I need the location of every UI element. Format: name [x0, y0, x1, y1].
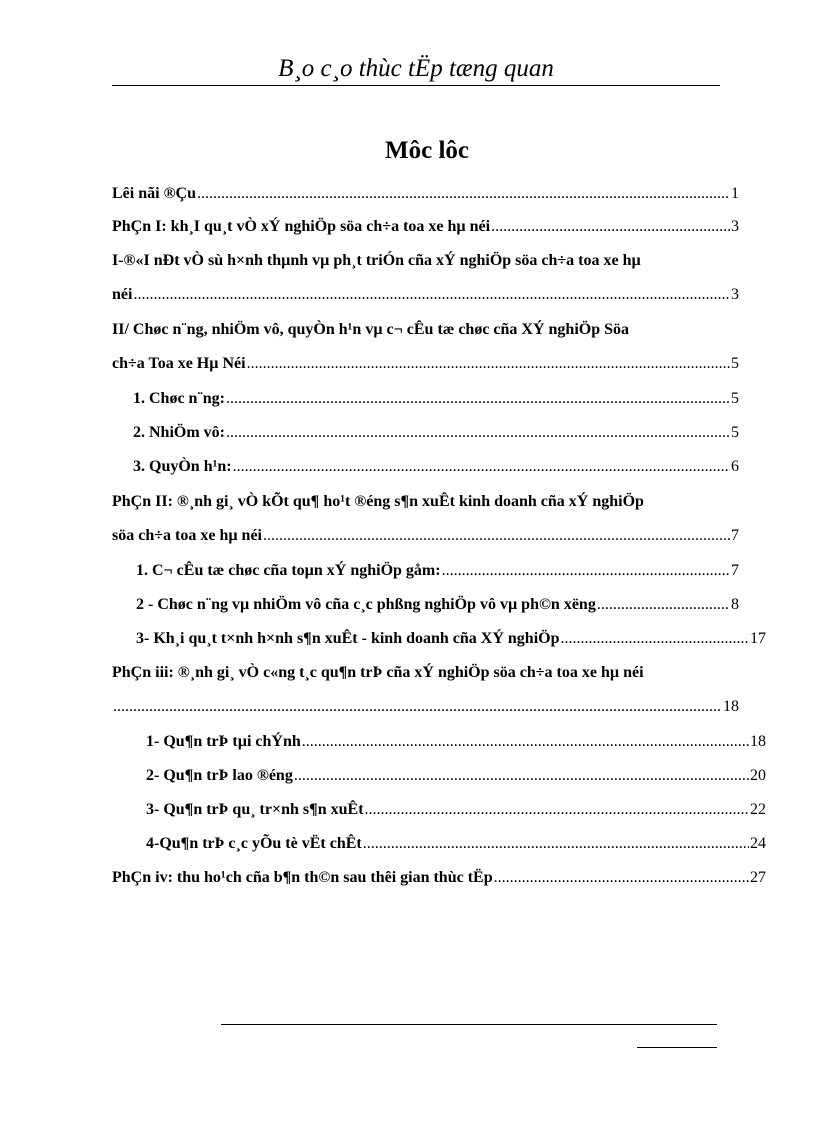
toc-entry-text: II/ Chøc n¨ng, nhiÖm vô, quyÒn h¹n vµ c¬ cÊu tæ chøc cña XÝ nghiÖp Söa: [112, 321, 630, 338]
toc-entry-text: PhÇn I: kh¸I qu¸t vÒ xÝ nghiÖp söa ch÷a toa xe hµ néi: [112, 218, 491, 235]
toc-entry[interactable]: [112, 281, 739, 309]
dot-leader: [294, 762, 749, 790]
toc-entry[interactable]: [112, 522, 739, 550]
toc-entry-page: 8: [731, 596, 739, 613]
toc-entry[interactable]: [112, 247, 739, 275]
dot-leader: [226, 385, 730, 413]
header-rule: [112, 85, 720, 86]
toc-entry-page: 5: [731, 424, 739, 441]
toc-entry-page: 5: [731, 355, 739, 372]
dot-leader: [263, 522, 730, 550]
toc-entry[interactable]: [112, 316, 739, 344]
toc-heading: Môc lôc: [385, 137, 469, 164]
dot-leader: [247, 350, 730, 378]
dot-leader: [302, 728, 749, 756]
dot-leader: [226, 419, 730, 447]
toc-entry-text: 3- Kh¸i qu¸t t×nh h×nh s¶n xuÊt - kinh doanh cña XÝ nghiÖp: [136, 630, 560, 647]
dot-leader: [133, 281, 730, 309]
dot-leader: [113, 693, 722, 721]
toc-entry-text: PhÇn iii: ®¸nh gi¸ vÒ c«ng t¸c qu¶n trÞ cña xÝ nghiÖp söa ch÷a toa xe hµ néi: [112, 664, 644, 681]
toc-entry[interactable]: [136, 557, 739, 585]
toc-entry-text: söa ch÷a toa xe hµ néi: [112, 527, 262, 544]
toc-entry[interactable]: [136, 625, 766, 653]
toc-entry-text: 1- Qu¶n trÞ tµi chÝnh: [146, 733, 301, 750]
toc-entry[interactable]: [112, 213, 739, 241]
toc-entry-page: 27: [750, 869, 766, 886]
toc-entry[interactable]: [112, 659, 752, 687]
toc-entry-text: ch÷a Toa xe Hµ Néi: [112, 355, 246, 372]
toc-entry-text: 4-Qu¶n trÞ c¸c yÕu tè vËt chÊt: [146, 835, 362, 852]
toc-entry-text: 3- Qu¶n trÞ qu¸ tr×nh s¶n xuÊt: [146, 801, 364, 818]
toc-entry-text: PhÇn II: ®¸nh gi¸ vÒ kÕt qu¶ ho¹t ®éng s¶n xuÊt kinh doanh cña xÝ nghiÖp: [112, 493, 644, 510]
dot-leader: [365, 796, 749, 824]
toc-entry-page: 5: [731, 390, 739, 407]
toc-entry[interactable]: [136, 591, 739, 619]
toc-entry-page: 7: [731, 527, 739, 544]
toc-entry-text: PhÇn iv: thu ho¹ch cña b¶n th©n sau thêi gian thùc tËp: [112, 869, 493, 886]
dot-leader: [233, 453, 730, 481]
toc-entry-text: Lêi nãi ®Çu: [112, 185, 196, 202]
dot-leader: [197, 180, 730, 208]
toc-entry[interactable]: [146, 796, 766, 824]
dot-leader: [560, 625, 749, 653]
toc-entry[interactable]: [146, 830, 766, 858]
toc-entry-text: 2 - Chøc n¨ng vµ nhiÖm vô cña c¸c phßng nghiÖp vô vµ ph©n xëng: [136, 596, 596, 613]
toc-entry[interactable]: [112, 864, 766, 892]
toc-entry[interactable]: [112, 350, 739, 378]
toc-entry[interactable]: [146, 762, 766, 790]
toc-entry[interactable]: [133, 419, 739, 447]
toc-entry-text: 2- Qu¶n trÞ lao ®éng: [146, 767, 293, 784]
dot-leader: [363, 830, 749, 858]
footer-rule: [221, 1024, 717, 1025]
toc-entry-page: 3: [731, 218, 739, 235]
toc-entry-page: 18: [723, 698, 739, 715]
toc-entry-page: 3: [731, 286, 739, 303]
dot-leader: [491, 213, 730, 241]
dot-leader: [442, 557, 730, 585]
toc-entry-text: I-®«I nÐt vÒ sù h×nh thµnh vµ ph¸t triÓn cña xÝ nghiÖp söa ch÷a toa xe hµ: [112, 252, 641, 269]
toc-entry[interactable]: [146, 728, 766, 756]
toc-entry-text: néi: [112, 286, 133, 303]
dot-leader: [597, 591, 730, 619]
header-title: B¸o c¸o thùc tËp tæng quan: [278, 55, 554, 82]
toc-entry-page: 7: [731, 562, 739, 579]
footer-rule-short: [637, 1047, 717, 1048]
toc-entry-text: 3. QuyÒn h¹n:: [133, 458, 232, 475]
toc-entry-page: 18: [750, 733, 766, 750]
toc-entry-page: 20: [750, 767, 766, 784]
toc-entry-text: 2. NhiÖm vô:: [133, 424, 225, 441]
dot-leader: [494, 864, 749, 892]
toc-entry[interactable]: [133, 385, 739, 413]
toc-entry[interactable]: [112, 693, 739, 721]
toc-entry[interactable]: [133, 453, 739, 481]
toc-entry-text: 1. C¬ cÊu tæ chøc cña toµn xÝ nghiÖp gåm:: [136, 562, 441, 579]
toc-entry-page: 1: [731, 185, 739, 202]
toc-entry-page: 6: [731, 458, 739, 475]
toc-entry[interactable]: [112, 180, 739, 208]
toc-entry-page: 17: [750, 630, 766, 647]
toc-entry[interactable]: [112, 488, 739, 516]
toc-entry-text: 1. Chøc n¨ng:: [133, 390, 226, 407]
toc-entry-page: 24: [750, 835, 766, 852]
toc-entry-page: 22: [750, 801, 766, 818]
